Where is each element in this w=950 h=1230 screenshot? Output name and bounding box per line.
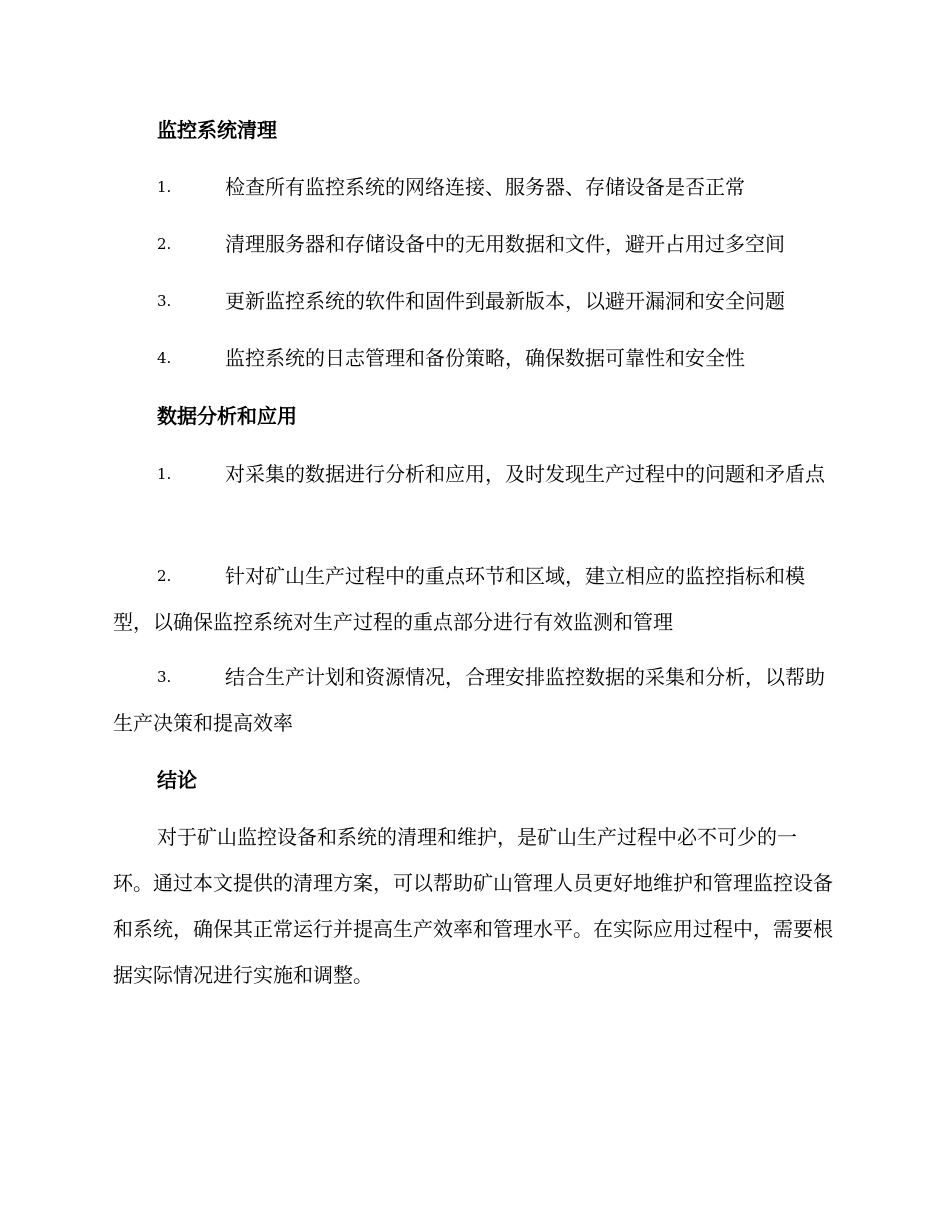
list-item-number: 3. (157, 292, 172, 310)
list-item-text: 对采集的数据进行分析和应用，及时发现生产过程中的问题和矛盾点 (225, 462, 825, 486)
list-item-number: 2. (157, 567, 172, 585)
section-heading-monitoring-cleanup: 监控系统清理 (157, 118, 277, 142)
list-item (113, 335, 835, 381)
list-item (113, 451, 835, 497)
list-item (113, 654, 835, 746)
list-item (113, 221, 835, 267)
conclusion-paragraph: 对于矿山监控设备和系统的清理和维护，是矿山生产过程中必不可少的一环。通过本文提供的清理方案，可以帮助矿山管理人员更好地维护和管理监控设备和系统，确保其正常运行并提高生产效率和管理水平。在实际应用过程中，需要根据实际情况进行实施和调整。 (113, 825, 833, 987)
list-item-number: 2. (157, 235, 172, 253)
section-heading-conclusion: 结论 (157, 768, 197, 792)
list-item-number: 1. (157, 465, 172, 483)
list-item-number: 1. (157, 178, 172, 196)
list-item-number: 4. (157, 349, 172, 367)
list-item (113, 278, 835, 324)
list-item (113, 164, 835, 210)
list-item-text: 检查所有监控系统的网络连接、服务器、存储设备是否正常 (225, 175, 745, 199)
list-item-text: 监控系统的日志管理和备份策略，确保数据可靠性和安全性 (225, 346, 745, 370)
list-item-text: 清理服务器和存储设备中的无用数据和文件，避开占用过多空间 (225, 232, 785, 256)
list-item-text: 针对矿山生产过程中的重点环节和区域，建立相应的监控指标和模型，以确保监控系统对生产过程的重点部分进行有效监测和管理 (113, 564, 805, 634)
list-item-text: 更新监控系统的软件和固件到最新版本，以避开漏洞和安全问题 (225, 289, 785, 313)
list-item-number: 3. (157, 668, 172, 686)
list-item-text: 结合生产计划和资源情况，合理安排监控数据的采集和分析，以帮助生产决策和提高效率 (113, 665, 825, 735)
section-heading-data-analysis: 数据分析和应用 (157, 404, 297, 428)
list-item (113, 553, 835, 645)
